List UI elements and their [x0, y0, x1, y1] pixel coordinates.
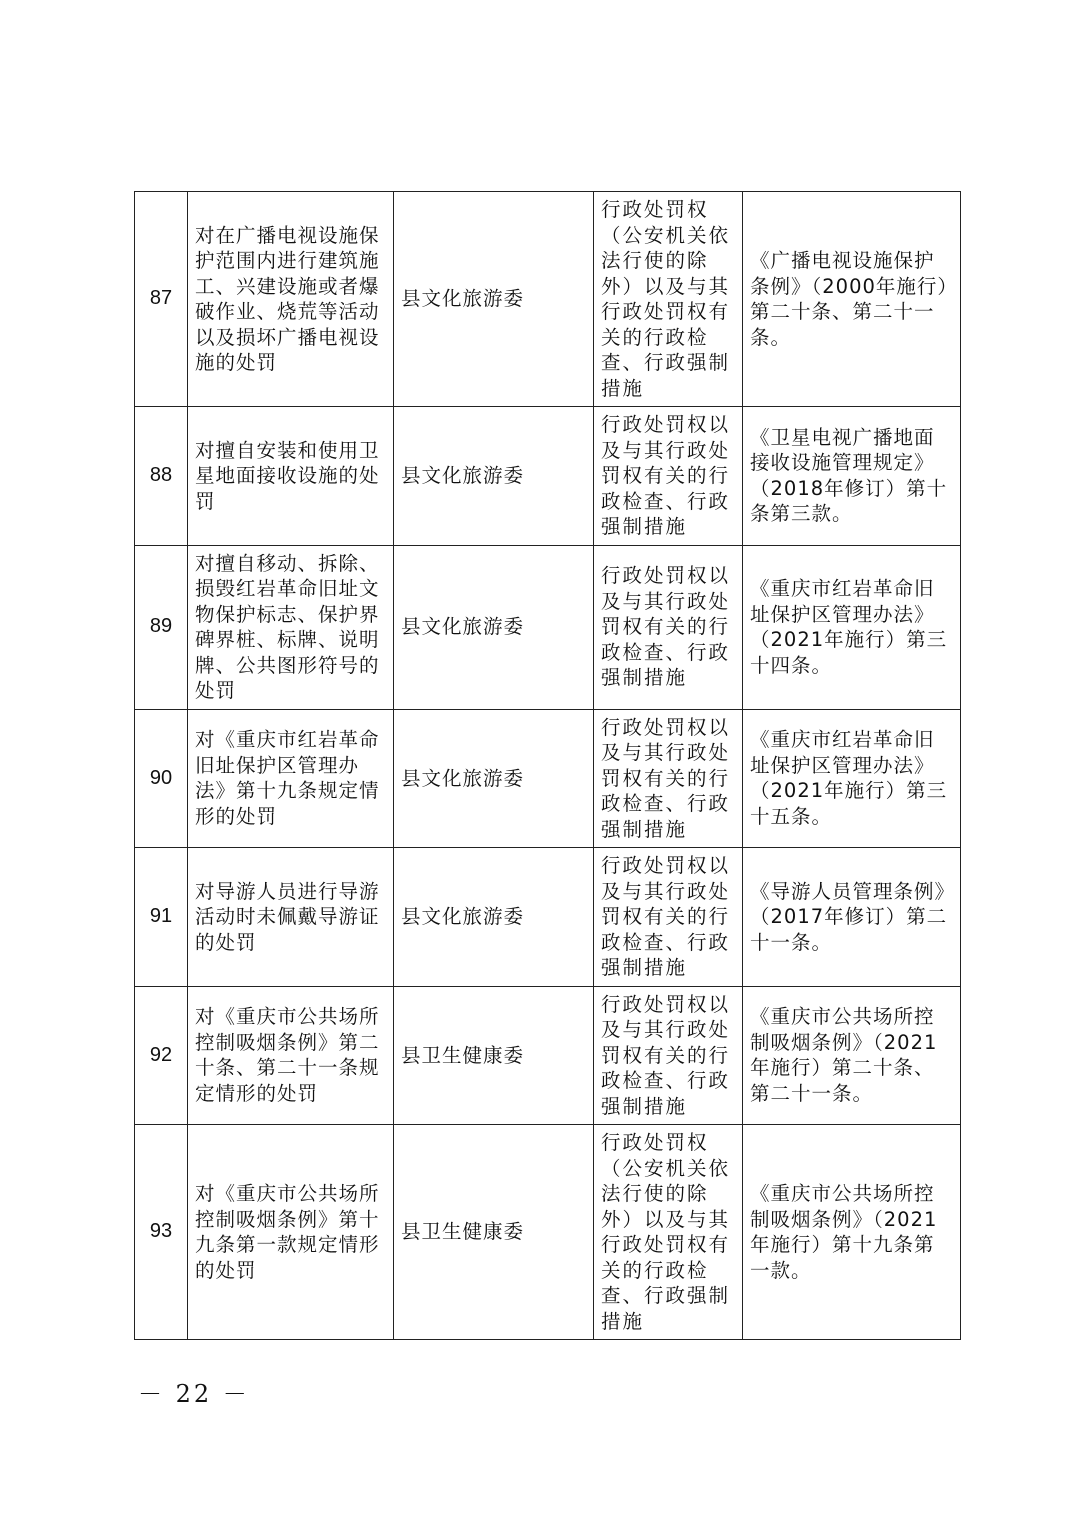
- power-type-cell: 行政处罚权（公安机关依法行使的除外）以及与其行政处罚权有关的行政检查、行政强制措施: [594, 1125, 743, 1340]
- item-name-cell: 对《重庆市公共场所控制吸烟条例》第二十条、第二十一条规定情形的处罚: [188, 986, 394, 1125]
- legal-basis-cell: 《重庆市公共场所控制吸烟条例》（2021年施行）第十九条第一款。: [743, 1125, 961, 1340]
- power-type-cell: 行政处罚权以及与其行政处罚权有关的行政检查、行政强制措施: [594, 709, 743, 848]
- row-number: 92: [135, 986, 188, 1125]
- department-cell: 县卫生健康委: [394, 986, 594, 1125]
- item-name-cell: 对擅自移动、拆除、损毁红岩革命旧址文物保护标志、保护界碑界桩、标牌、说明牌、公共图形符号的处罚: [188, 545, 394, 709]
- legal-basis-cell: 《卫星电视广播地面接收设施管理规定》（2018年修订）第十条第三款。: [743, 407, 961, 546]
- legal-basis-cell: 《导游人员管理条例》（2017年修订）第二十一条。: [743, 848, 961, 987]
- table-row: [135, 407, 961, 546]
- power-type-cell: 行政处罚权（公安机关依法行使的除外）以及与其行政处罚权有关的行政检查、行政强制措施: [594, 192, 743, 407]
- department-cell: 县文化旅游委: [394, 709, 594, 848]
- item-name-cell: 对擅自安装和使用卫星地面接收设施的处罚: [188, 407, 394, 546]
- power-type-cell: 行政处罚权以及与其行政处罚权有关的行政检查、行政强制措施: [594, 407, 743, 546]
- row-number: 89: [135, 545, 188, 709]
- table-row: [135, 192, 961, 407]
- power-type-cell: 行政处罚权以及与其行政处罚权有关的行政检查、行政强制措施: [594, 545, 743, 709]
- row-number: 93: [135, 1125, 188, 1340]
- item-name-cell: 对在广播电视设施保护范围内进行建筑施工、兴建设施或者爆破作业、烧荒等活动以及损坏广播电视设施的处罚: [188, 192, 394, 407]
- table-row: [135, 986, 961, 1125]
- item-name-cell: 对《重庆市公共场所控制吸烟条例》第十九条第一款规定情形的处罚: [188, 1125, 394, 1340]
- item-name-cell: 对导游人员进行导游活动时未佩戴导游证的处罚: [188, 848, 394, 987]
- legal-basis-cell: 《广播电视设施保护条例》（2000年施行）第二十条、第二十一条。: [743, 192, 961, 407]
- table-row: [135, 848, 961, 987]
- legal-basis-cell: 《重庆市红岩革命旧址保护区管理办法》（2021年施行）第三十四条。: [743, 545, 961, 709]
- power-list-table: [134, 191, 961, 1340]
- department-cell: 县文化旅游委: [394, 848, 594, 987]
- department-cell: 县文化旅游委: [394, 192, 594, 407]
- row-number: 91: [135, 848, 188, 987]
- department-cell: 县卫生健康委: [394, 1125, 594, 1340]
- table-row: [135, 1125, 961, 1340]
- department-cell: 县文化旅游委: [394, 545, 594, 709]
- power-type-cell: 行政处罚权以及与其行政处罚权有关的行政检查、行政强制措施: [594, 848, 743, 987]
- page-number: － 22 －: [138, 1380, 250, 1408]
- legal-basis-cell: 《重庆市公共场所控制吸烟条例》（2021年施行）第二十条、第二十一条。: [743, 986, 961, 1125]
- legal-basis-cell: 《重庆市红岩革命旧址保护区管理办法》（2021年施行）第三十五条。: [743, 709, 961, 848]
- row-number: 88: [135, 407, 188, 546]
- table-row: [135, 709, 961, 848]
- table-row: [135, 545, 961, 709]
- item-name-cell: 对《重庆市红岩革命旧址保护区管理办法》第十九条规定情形的处罚: [188, 709, 394, 848]
- power-type-cell: 行政处罚权以及与其行政处罚权有关的行政检查、行政强制措施: [594, 986, 743, 1125]
- row-number: 90: [135, 709, 188, 848]
- row-number: 87: [135, 192, 188, 407]
- department-cell: 县文化旅游委: [394, 407, 594, 546]
